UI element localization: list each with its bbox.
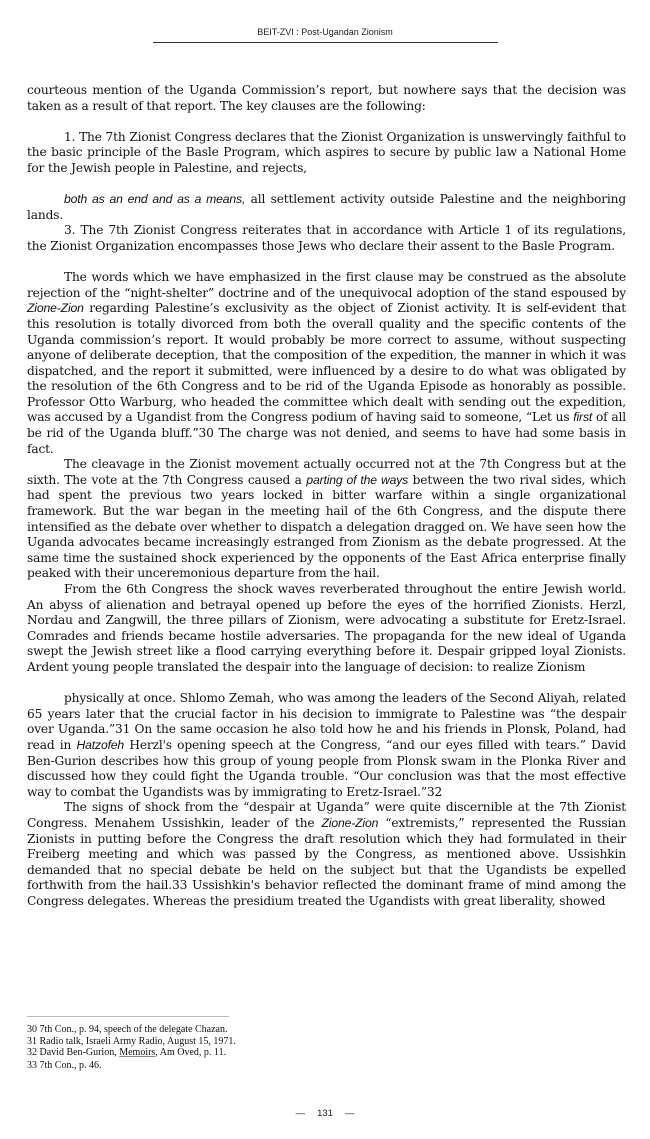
paragraph-physically: physically at once. Shlomo Zemah, who was among the leaders of the Second Aliyah, related 65 years later that the crucial factor in his decision to immigrate to Palestine was “the despair over Uganda.”31 On the same occasion he also told how he and his friends in Plonsk, Poland, had read in Hatzofeh Herzl's opening speech at the Congress, “and our eyes filled with tears.” David Ben-Gurion describes how this group of young people from Plonsk swam in the Plonka River and discussed how they could fight the Uganda trouble. “Our conclusion was that the most effective way to combat the Ugandists was by immigrating to Eretz-Israel.”32	[27, 691, 627, 799]
clause-3: 3. The 7th Zionist Congress reiterates that in accordance with Article 1 of its regulations, the Zionist Organization encompasses those Jews who declare their assent to the Basle Program.	[27, 223, 626, 253]
emphasis-text: Hatzofeh	[76, 737, 125, 752]
memoirs-title: Memoirs	[119, 1047, 156, 1058]
paragraph-shock-waves: From the 6th Congress the shock waves reverberated throughout the entire Jewish world. An abyss of alienation and betrayal opened up before the eyes of the horrified Zionists. Herzl, Nordau and Zangwill, the three pillars of Zionism, were advocating a substitute for Eretz-Israel. Comrades and friends became hostile adversaries. The propaganda for the new ideal of Uganda swept the Jewish street like a flood carrying everything before it. Despair gripped loyal Zionists. Ardent young people translated the despair into the language of decision: to realize Zionism	[27, 582, 626, 674]
running-header: BEIT-ZVI : Post-Ugandan Zionism	[257, 27, 393, 37]
footnote-31: 31 Radio talk, Israeli Army Radio, August 15, 1971.	[27, 1035, 236, 1047]
paragraph-signs-of-shock: The signs of shock from the “despair at Uganda” were quite discernible at the 7th Zionist Congress. Menahem Ussishkin, leader of the Zione-Zion “extremists,” represented the Russian Zionists in putting before the Congress the draft resolution which they had formulated in their Freiberg meeting and which was passed by the Congress, as mentioned above. Ussishkin demanded that no special debate be held on the subject but that the Ugandists be expelled forthwith from the hail.33 Ussishkin's behavior reflected the dominant frame of mind among the Congress delegates. Whereas the presidium treated the Ugandists with great liberality, showed	[27, 800, 626, 908]
footnote-32: 32 David Ben-Gurion, Memoirs, Am Oved, p. 11.	[27, 1047, 227, 1058]
emphasis-text: parting of the ways	[306, 472, 409, 487]
emphasis-text: Zione-Zion	[321, 815, 379, 830]
body-text	[27, 83, 626, 909]
page-dash-right: —	[344, 1108, 355, 1119]
emphasis-text: both as an end and as a means,	[64, 192, 246, 207]
footnote-rule	[27, 1016, 229, 1017]
clause-1: 1. The 7th Zionist Congress declares that the Zionist Organization is unswervingly faithful to the basic principle of the Basle Program, which aspires to secure by public law a National Home for the Jewish people in Palestine, and rejects,	[27, 129, 626, 175]
footnote-30: 30 7th Con., p. 94, speech of the delegate Chazan.	[27, 1024, 228, 1035]
page-number-value: 131	[317, 1108, 333, 1119]
paragraph-cleavage: The cleavage in the Zionist movement actually occurred not at the 7th Congress but at the sixth. The vote at the 7th Congress caused a parting of the ways between the two rival sides, which had spent the previous two years locked in bitter warfare within a single organizational framework. But the war began in the meeting hail of the 6th Congress, and the dispute there intensified as the debate over whether to dispatch a delegation dragged on. We have seen how the Uganda advocates became increasingly estranged from Zionism as the debate progressed. At the same time the sustained shock experienced by the opponents of the East Africa enterprise finally peaked with their unceremonious departure from the hail.	[27, 457, 626, 581]
emphasis-text: first	[573, 410, 593, 425]
emphasis-text: Zione-Zion	[27, 301, 84, 316]
footnote-33: 33 7th Con., p. 46.	[27, 1059, 102, 1071]
page-number	[0, 1108, 650, 1119]
footnotes	[27, 1024, 427, 1071]
paragraph-opening: courteous mention of the Uganda Commission’s report, but nowhere says that the decision was taken as a result of that report. The key clauses are the following:	[27, 83, 626, 113]
paragraph-words-emphasized: The words which we have emphasized in the first clause may be construed as the absolute rejection of the “night-shelter” doctrine and of the unequivocal adoption of the stand espoused by Zione-Zion regarding Palestine’s exclusivity as the object of Zionist activity. It is self-evident that this resolution is totally divorced from both the overall quality and the specific contents of the Uganda commission’s report. It would probably be more correct to assume, without suspecting anyone of deliberate deception, that the composition of the expedition, the manner in which it was dispatched, and the report it submitted, were influenced by a desire to do what was obligated by the resolution of the 6th Congress and to be rid of the Uganda Episode as honorably as possible. Professor Otto Warburg, who headed the committee which dealt with sending out the expedition, was accused by a Ugandist from the Congress podium of having said to someone, “Let us first of all be rid of the Uganda bluff.”30 The charge was not denied, and seems to have had some basis in fact.	[27, 270, 626, 456]
header-rule	[153, 42, 498, 43]
clause-1-continued: both as an end and as a means, all settlement activity outside Palestine and the neighboring lands.	[27, 192, 626, 222]
page-dash-left: —	[295, 1108, 306, 1119]
